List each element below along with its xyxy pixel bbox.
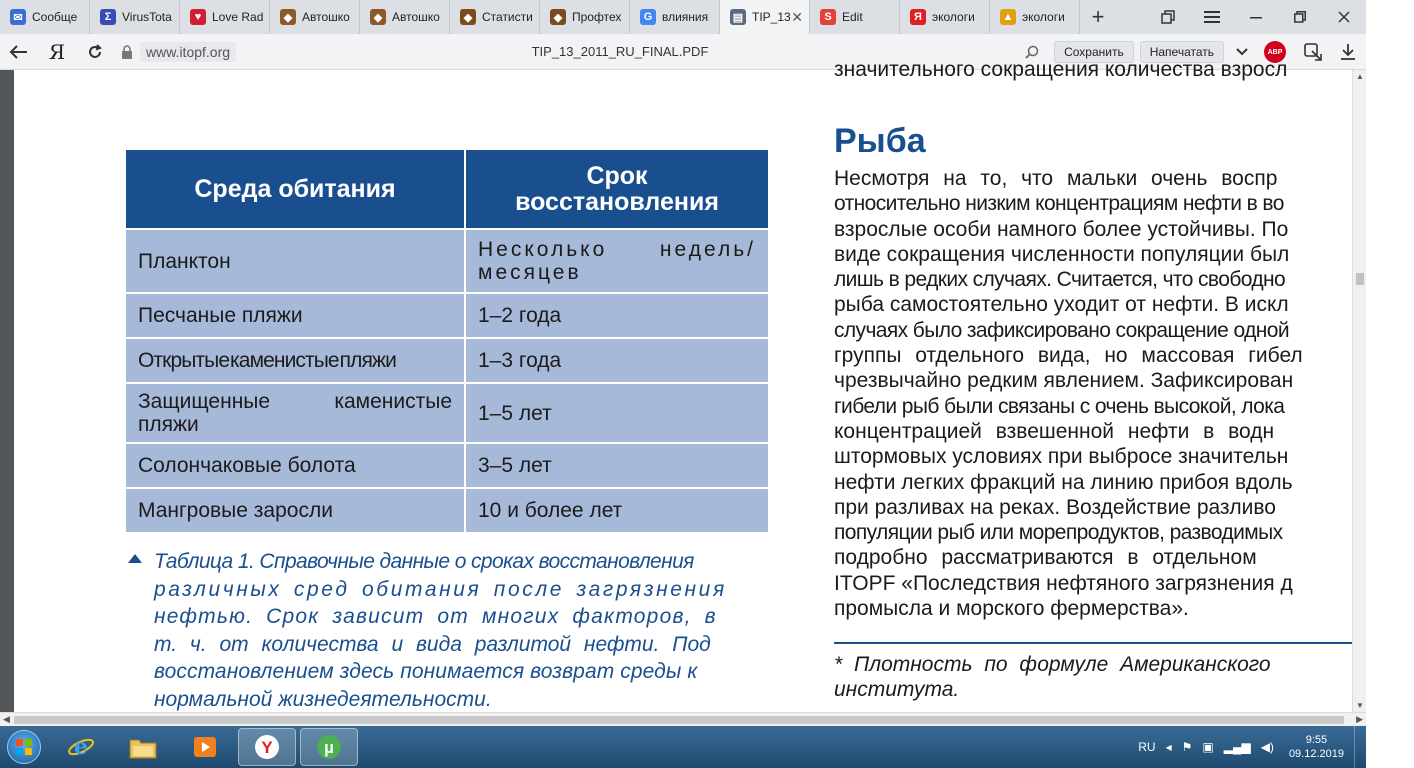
cell-habitat: Планктон [126, 230, 464, 292]
network-signal-icon[interactable]: ▂▄▆ [1223, 740, 1251, 754]
action-center-flag-icon[interactable]: ⚑ [1181, 740, 1193, 754]
menu-icon[interactable] [1190, 0, 1234, 34]
vertical-scrollbar[interactable] [1352, 70, 1366, 712]
body-line: чрезвычайно редким явлением. Зафиксирован [834, 369, 1294, 393]
clock-date: 09.12.2019 [1288, 748, 1344, 760]
url-domain[interactable]: www.itopf.org [140, 42, 236, 62]
tab-favicon-icon: ◆ [550, 9, 566, 25]
tab-6[interactable] [540, 0, 630, 34]
svg-text:Y: Y [261, 738, 273, 757]
tab-favicon-icon: ◆ [370, 9, 386, 25]
footnote-divider [834, 642, 1354, 644]
taskbar-ie-icon[interactable] [52, 728, 110, 766]
footnote: * Плотность по формуле Американского института. [834, 653, 1271, 701]
body-line: относительно низким концентрациям нефти в во [834, 192, 1284, 216]
svg-text:µ: µ [324, 738, 334, 757]
table-row [126, 384, 768, 442]
save-button[interactable]: Сохранить [1054, 41, 1134, 63]
body-line: популяции рыб или морепродуктов, разводимых [834, 521, 1283, 545]
pdf-viewport[interactable] [0, 58, 1352, 712]
tab-8[interactable] [720, 0, 810, 34]
cell-duration: Несколько недель/ месяцев [466, 230, 768, 292]
body-line: ITOPF «Последствия нефтяного загрязнения д [834, 571, 1293, 595]
partial-text-line: значительного сокращения количества взросл [834, 58, 1288, 81]
body-line: виде сокращения численности популяции был [834, 242, 1290, 266]
tab-1[interactable] [90, 0, 180, 34]
table-header-row [126, 150, 768, 228]
table-caption [128, 548, 790, 713]
body-line: гибели рыб были связаны с очень высокой, лока [834, 394, 1285, 418]
taskbar-yandex-browser-icon[interactable] [238, 728, 296, 766]
clock-time: 9:55 [1305, 734, 1328, 746]
download-icon[interactable] [1330, 43, 1366, 61]
recovery-table [124, 148, 770, 534]
tab-5[interactable] [450, 0, 540, 34]
tab-label: влияния [662, 10, 709, 24]
body-line: подробно рассматриваются в отдельном [834, 546, 1257, 570]
tab-label: Автошко [302, 10, 350, 24]
body-line: случаях было зафиксировано сокращение одной [834, 318, 1289, 342]
tab-9[interactable] [810, 0, 900, 34]
header-habitat: Среда обитания [126, 150, 464, 228]
taskbar-utorrent-icon[interactable] [300, 728, 358, 766]
new-tab-button[interactable]: + [1091, 4, 1105, 29]
table-row [126, 230, 768, 292]
vertical-scroll-thumb[interactable] [1356, 273, 1364, 285]
cell-duration: 3–5 лет [466, 444, 768, 487]
minimize-button[interactable] [1234, 0, 1278, 34]
scroll-up-icon[interactable]: ▲ [1356, 72, 1364, 81]
tab-favicon-icon: ▲ [1000, 9, 1016, 25]
svg-text:e: e [74, 734, 88, 760]
caption-text: Таблица 1. Справочные данные о сроках восстановления различных сред обитания после загрязнения нефтью. Срок зависит от многих факторов, в т. ч. от количества и вида разлитой нефти. Под восстановлением здесь понимается возврат среды к нормальной жизнедеятельности. [154, 550, 727, 711]
system-tray [1133, 726, 1366, 768]
print-button[interactable]: Напечатать [1140, 41, 1224, 63]
cell-habitat: Мангровые заросли [126, 489, 464, 532]
cell-habitat: Защищенные каменистые пляжи [126, 384, 464, 442]
tray-expand-icon[interactable]: ◂ [1165, 740, 1172, 754]
back-arrow-icon[interactable] [0, 34, 38, 70]
body-line: штормовых условиях при выбросе значительн [834, 445, 1289, 469]
start-button[interactable] [0, 726, 48, 768]
scroll-left-icon[interactable]: ◀ [3, 714, 10, 724]
table-row [126, 444, 768, 487]
body-line: концентрацией взвешенной нефти в водн [834, 419, 1275, 443]
body-line: нефти легких фракций на линию прибоя вдоль [834, 470, 1293, 494]
horizontal-scroll-thumb[interactable] [14, 716, 1344, 724]
tab-favicon-icon: ▤ [730, 9, 746, 25]
volume-icon[interactable]: ◀) [1260, 740, 1274, 754]
tab-favicon-icon: S [820, 9, 836, 25]
cell-habitat: Открытые каменистые пляжи [126, 339, 464, 382]
tab-strip [0, 0, 1366, 34]
adblock-icon[interactable]: ABP [1264, 41, 1286, 63]
show-desktop-button[interactable] [1354, 726, 1366, 768]
tab-label: экологи [1022, 10, 1065, 24]
section-title: Рыба [834, 122, 926, 160]
body-line: Несмотря на то, что мальки очень воспр [834, 167, 1278, 190]
tab-close-icon[interactable]: ✕ [791, 9, 803, 25]
tab-7[interactable] [630, 0, 720, 34]
document-title: TIP_13_2011_RU_FINAL.PDF [531, 44, 709, 59]
cell-duration: 1–5 лет [466, 384, 768, 442]
tab-favicon-icon: Σ [100, 9, 116, 25]
tab-favicon-icon: ✉ [10, 9, 26, 25]
tab-label: Edit [842, 10, 863, 24]
tab-label: TIP_13 [752, 10, 791, 24]
close-window-button[interactable] [1322, 0, 1366, 34]
body-line: при разливах на реках. Воздействие разливо [834, 495, 1276, 519]
reload-icon[interactable] [76, 34, 114, 70]
tab-favicon-icon: G [640, 9, 656, 25]
tabs-overview-icon[interactable] [1146, 0, 1190, 34]
body-line: промысла и морского фермерства». [834, 597, 1189, 621]
cell-duration: 1–2 года [466, 294, 768, 337]
table-row [126, 294, 768, 337]
tab-label: Профтех [572, 10, 622, 24]
section-body [834, 166, 1394, 621]
table-row [126, 489, 768, 532]
tab-10[interactable] [900, 0, 990, 34]
cell-habitat: Песчаные пляжи [126, 294, 464, 337]
language-indicator[interactable]: RU [1138, 740, 1156, 754]
lock-icon[interactable] [114, 45, 140, 59]
chevron-down-icon[interactable] [1230, 48, 1254, 56]
tab-favicon-icon: ◆ [460, 9, 476, 25]
zoom-icon[interactable] [1018, 45, 1046, 59]
tab-3[interactable] [270, 0, 360, 34]
taskbar-explorer-icon[interactable] [114, 728, 172, 766]
tab-label: VirusTota [122, 10, 172, 24]
header-recovery-time: Срок восстановления [466, 150, 768, 228]
tab-0[interactable] [0, 0, 90, 34]
tab-11[interactable] [990, 0, 1080, 34]
tab-label: Сообще [32, 10, 78, 24]
tab-4[interactable] [360, 0, 450, 34]
cell-habitat: Солончаковые болота [126, 444, 464, 487]
tab-2[interactable] [180, 0, 270, 34]
window-controls [1146, 0, 1366, 34]
body-line: рыба самостоятельно уходит от нефти. В искл [834, 293, 1289, 317]
tab-favicon-icon: ♥ [190, 9, 206, 25]
tab-favicon-icon: Я [910, 9, 926, 25]
tray-app-icon[interactable]: ▣ [1202, 740, 1214, 754]
clock[interactable] [1289, 733, 1344, 761]
windows-logo-icon [7, 730, 41, 764]
tab-favicon-icon: ◆ [280, 9, 296, 25]
tab-label: Love Rad [212, 10, 264, 24]
body-line: группы отдельного вида, но массовая гибел [834, 344, 1303, 368]
tab-label: экологи [932, 10, 975, 24]
scroll-right-icon[interactable]: ▶ [1356, 714, 1363, 724]
body-line: лишь в редких случаях. Считается, что свободно [834, 268, 1286, 292]
table-row [126, 339, 768, 382]
taskbar [0, 726, 1366, 768]
body-line: взрослые особи намного более устойчивы. По [834, 217, 1289, 241]
cell-duration: 10 и более лет [466, 489, 768, 532]
taskbar-media-player-icon[interactable] [176, 728, 234, 766]
scroll-down-icon[interactable]: ▼ [1356, 701, 1364, 710]
pdf-page [14, 58, 1414, 712]
tab-label: Статисти [482, 10, 533, 24]
yandex-logo-icon[interactable]: Я [48, 39, 66, 64]
tab-label: Автошко [392, 10, 440, 24]
extension-icon[interactable] [1296, 42, 1330, 62]
restore-button[interactable] [1278, 0, 1322, 34]
horizontal-scrollbar[interactable] [0, 712, 1366, 726]
caption-triangle-icon [128, 554, 142, 563]
cell-duration: 1–3 года [466, 339, 768, 382]
